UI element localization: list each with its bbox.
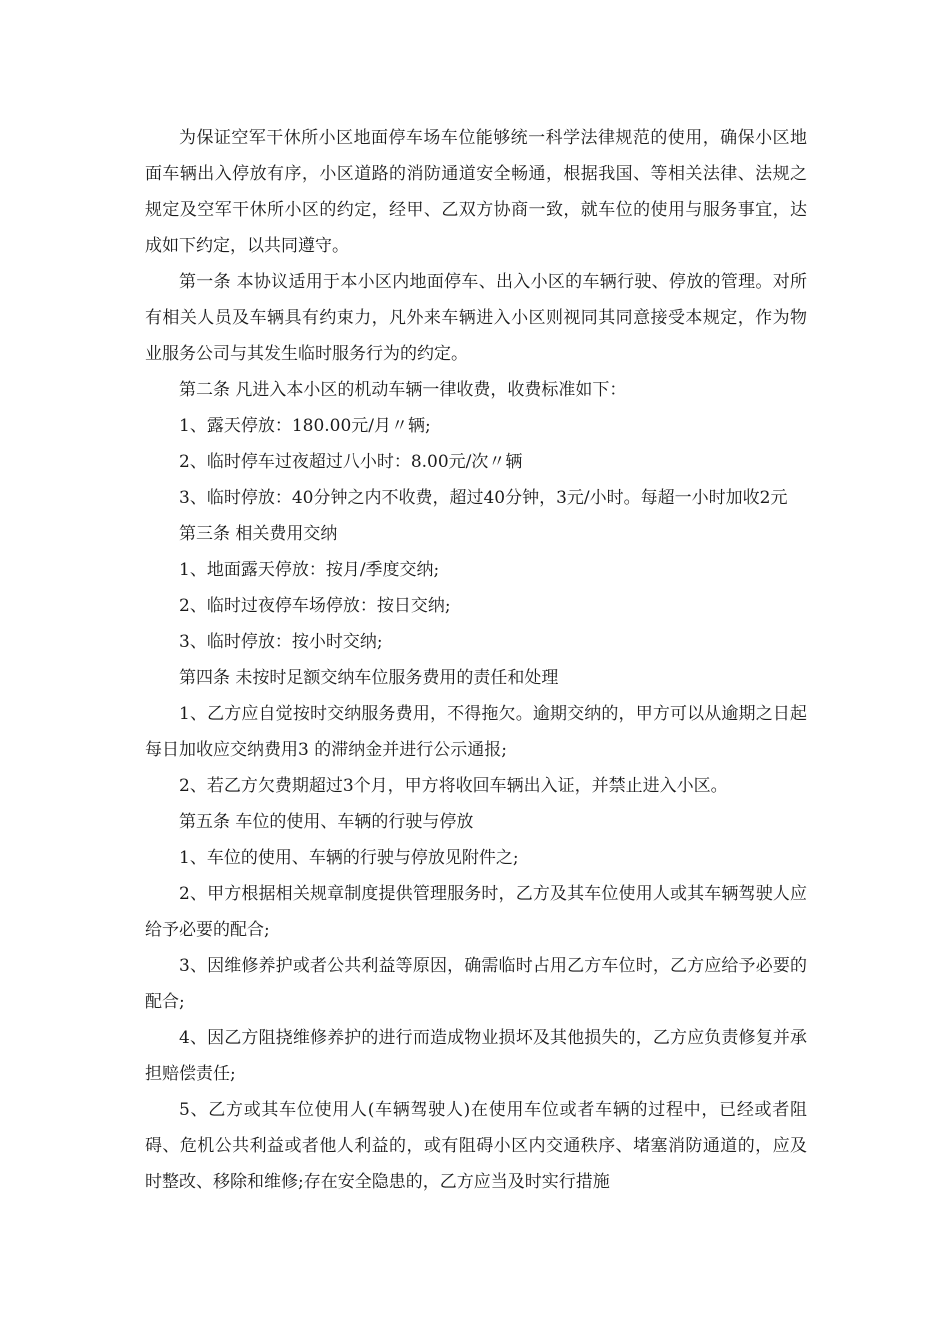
document-page: [145, 120, 807, 1200]
article-3-item-2: 2、临时过夜停车场停放：按日交纳;: [179, 596, 451, 616]
article-4-item-1: 1、乙方应自觉按时交纳服务费用，不得拖欠。逾期交纳的，甲方可以从逾期之日起每日加收应交纳费用3 的滞纳金并进行公示通报;: [145, 704, 807, 760]
intro-paragraph: 为保证空军干休所小区地面停车场车位能够统一科学法律规范的使用，确保小区地面车辆出入停放有序，小区道路的消防通道安全畅通，根据我国、等相关法律、法规之规定及空军干休所小区的约定，经甲、乙双方协商一致，就车位的使用与服务事宜，达成如下约定，以共同遵守。: [145, 128, 807, 256]
article-5-item-5: 5、乙方或其车位使用人(车辆驾驶人)在使用车位或者车辆的过程中，已经或者阻碍、危机公共利益或者他人利益的，或有阻碍小区内交通秩序、堵塞消防通道的，应及时整改、移除和维修;存在安全隐患的，乙方应当及时实行措施: [145, 1100, 807, 1192]
article-2-item-1: 1、露天停放：180.00元/月〃辆;: [179, 416, 431, 436]
article-5-item-2: 2、甲方根据相关规章制度提供管理服务时，乙方及其车位使用人或其车辆驾驶人应给予必要的配合;: [145, 884, 807, 940]
article-5-item-1: 1、车位的使用、车辆的行驶与停放见附件之;: [179, 848, 519, 868]
article-4-heading: 第四条 未按时足额交纳车位服务费用的责任和处理: [179, 668, 559, 688]
article-5-item-3: 3、因维修养护或者公共利益等原因，确需临时占用乙方车位时，乙方应给予必要的配合;: [145, 956, 807, 1012]
article-2-item-2: 2、临时停车过夜超过八小时：8.00元/次〃辆: [179, 452, 523, 472]
article-3-item-1: 1、地面露天停放：按月/季度交纳;: [179, 560, 440, 580]
article-4-item-2: 2、若乙方欠费期超过3个月，甲方将收回车辆出入证，并禁止进入小区。: [179, 776, 728, 796]
article-1-paragraph: 第一条 本协议适用于本小区内地面停车、出入小区的车辆行驶、停放的管理。对所有相关人员及车辆具有约束力，凡外来车辆进入小区则视同其同意接受本规定，作为物业服务公司与其发生临时服务行为的约定。: [145, 272, 807, 364]
article-2-heading: 第二条 凡进入本小区的机动车辆一律收费，收费标准如下：: [179, 380, 627, 400]
article-3-heading: 第三条 相关费用交纳: [179, 524, 338, 544]
article-3-item-3: 3、临时停放：按小时交纳;: [179, 632, 383, 652]
article-5-item-4: 4、因乙方阻挠维修养护的进行而造成物业损坏及其他损失的，乙方应负责修复并承担赔偿责任;: [145, 1028, 807, 1084]
article-2-item-3: 3、临时停放：40分钟之内不收费，超过40分钟，3元/小时。每超一小时加收2元: [179, 488, 788, 508]
article-5-heading: 第五条 车位的使用、车辆的行驶与停放: [179, 812, 474, 832]
